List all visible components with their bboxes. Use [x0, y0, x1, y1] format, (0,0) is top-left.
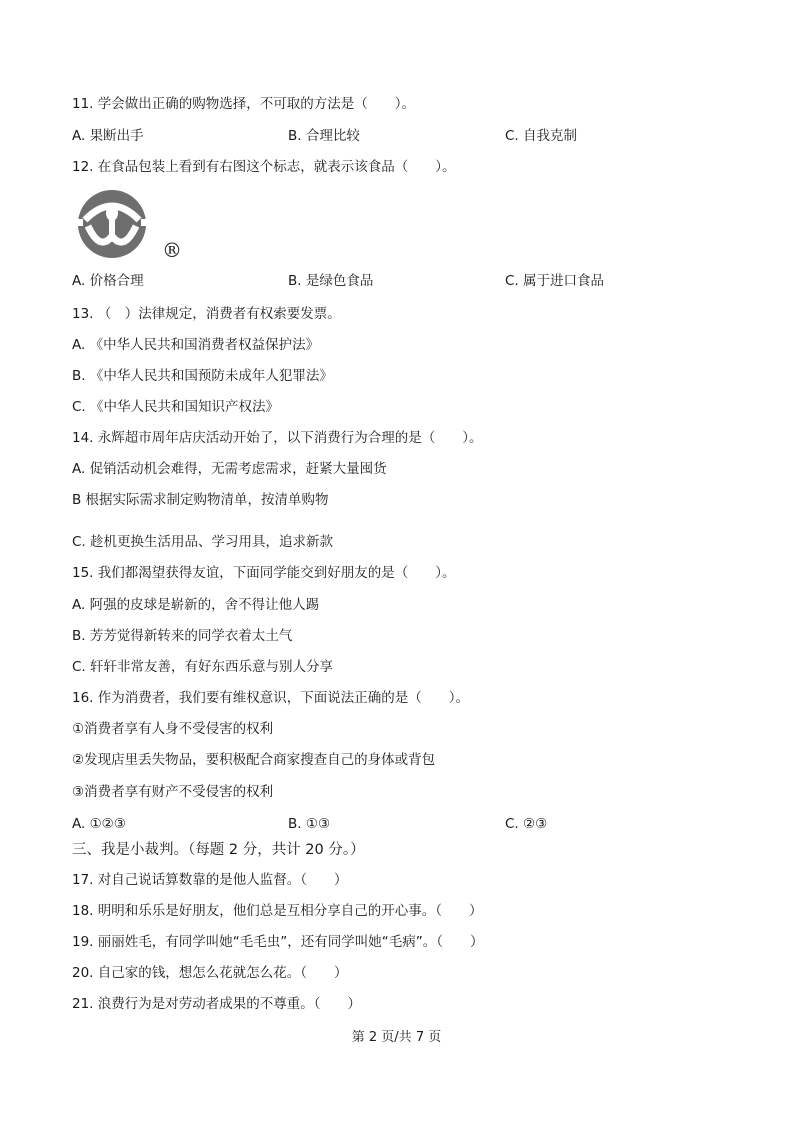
q14-option-a: A. 促销活动机会难得，无需考虑需求，赶紧大量囤货 [72, 461, 387, 477]
q12-option-a: A. 价格合理 [72, 273, 144, 289]
page-footer: 第 2 页/共 7 页 [351, 1030, 442, 1045]
q13-option-a: A. 《中华人民共和国消费者权益保护法》 [72, 337, 320, 353]
q16-statement-3: ③消费者享有财产不受侵害的权利 [72, 784, 274, 800]
q19: 19. 丽丽姓毛，有同学叫她“毛毛虫”，还有同学叫她“毛病”。（ ） [72, 934, 484, 950]
q16-option-b: B. ①③ [288, 816, 331, 832]
registered-mark: ® [162, 238, 182, 262]
q15-option-b: B. 芳芳觉得新转来的同学衣着太土气 [72, 628, 293, 644]
q14-option-b: B 根据实际需求制定购物清单，按清单购物 [72, 492, 329, 508]
q13-option-b: B. 《中华人民共和国预防未成年人犯罪法》 [72, 368, 333, 384]
q16-statement-2: ②发现店里丢失物品，要积极配合商家搜查自己的身体或背包 [72, 752, 436, 768]
q21: 21. 浪费行为是对劳动者成果的不尊重。（ ） [72, 996, 362, 1012]
q18: 18. 明明和乐乐是好朋友，他们总是互相分享自己的开心事。（ ） [72, 903, 483, 919]
q14-option-c: C. 趁机更换生活用品、学习用具，追求新款 [72, 534, 334, 550]
q16-option-c: C. ②③ [505, 816, 548, 832]
q15-stem: 15. 我们都渴望获得友谊，下面同学能交到好朋友的是（ ）。 [72, 565, 456, 581]
q16-statement-1: ①消费者享有人身不受侵害的权利 [72, 721, 274, 737]
q11-option-a: A. 果断出手 [72, 128, 144, 144]
q12-stem: 12. 在食品包装上看到有右图这个标志，就表示该食品（ ）。 [72, 159, 456, 175]
q12-option-b: B. 是绿色食品 [288, 273, 374, 289]
q15-option-c: C. 轩轩非常友善，有好东西乐意与别人分享 [72, 659, 334, 675]
q13-stem: 13. （ ）法律规定，消费者有权索要发票。 [72, 306, 341, 322]
q16-stem: 16. 作为消费者，我们要有维权意识，下面说法正确的是（ ）。 [72, 690, 470, 706]
q15-option-a: A. 阿强的皮球是崭新的，舍不得让他人踢 [72, 597, 320, 613]
q14-stem: 14. 永辉超市周年店庆活动开始了，以下消费行为合理的是（ ）。 [72, 430, 483, 446]
q17: 17. 对自己说话算数靠的是他人监督。（ ） [72, 872, 348, 888]
section-3-heading: 三、我是小裁判。（每题 2 分，共计 20 分。） [72, 842, 365, 858]
q12-option-c: C. 属于进口食品 [505, 273, 605, 289]
q11-stem: 11. 学会做出正确的购物选择，不可取的方法是（ ）。 [72, 96, 416, 112]
q11-option-b: B. 合理比较 [288, 128, 360, 144]
q13-option-c: C. 《中华人民共和国知识产权法》 [72, 399, 280, 415]
q16-option-a: A. ①②③ [72, 816, 126, 832]
q20: 20. 自己家的钱，想怎么花就怎么花。（ ） [72, 965, 348, 981]
q11-option-c: C. 自我克制 [505, 128, 578, 144]
green-food-logo [72, 186, 184, 266]
